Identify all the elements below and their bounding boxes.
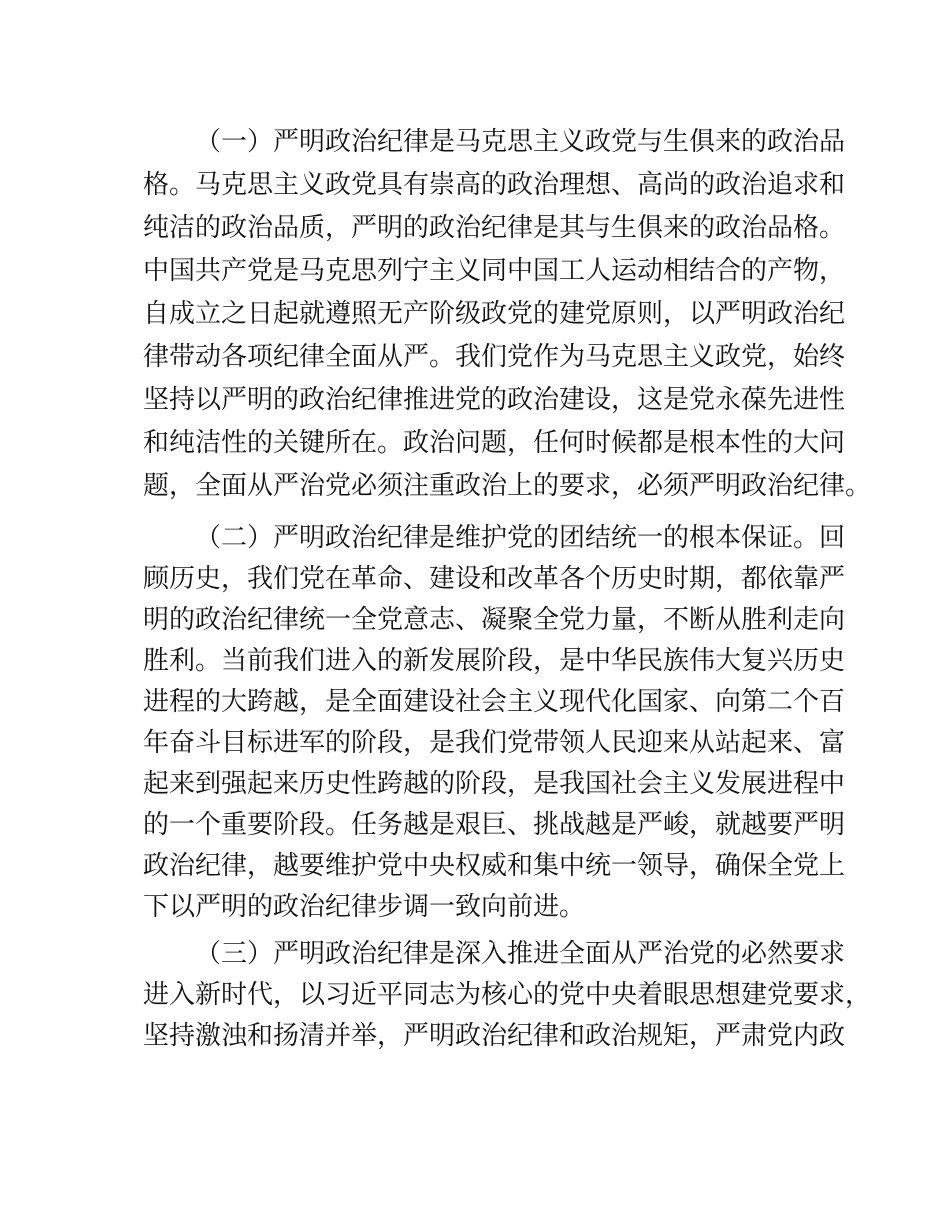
- text-line: （三）严明政治纪律是深入推进全面从严治党的必然要求: [195, 939, 846, 969]
- text-line: 题，全面从严治党必须注重政治上的要求，必须严明政治纪律。: [143, 471, 872, 501]
- text-line: 年奋斗目标进军的阶段，是我们党带领人民迎来从站起来、富: [143, 728, 846, 758]
- text-line: 起来到强起来历史性跨越的阶段，是我国社会主义发展进程中: [143, 769, 846, 799]
- text-line: 进程的大跨越，是全面建设社会主义现代化国家、向第二个百: [143, 687, 846, 717]
- text-line: 顾历史，我们党在革命、建设和改革各个历史时期，都依靠严: [143, 564, 846, 594]
- text-line: 下以严明的政治纪律步调一致向前进。: [143, 892, 586, 922]
- text-line: 坚持激浊和扬清并举，严明政治纪律和政治规矩，严肃党内政: [143, 1021, 846, 1051]
- text-line: 纯洁的政治品质，严明的政治纪律是其与生俱来的政治品格。: [143, 213, 846, 243]
- text-line: （二）严明政治纪律是维护党的团结统一的根本保证。回: [195, 523, 846, 553]
- text-line: 胜利。当前我们进入的新发展阶段，是中华民族伟大复兴历史: [143, 646, 846, 676]
- text-line: 坚持以严明的政治纪律推进党的政治建设，这是党永葆先进性: [143, 385, 846, 415]
- text-line: 格。马克思主义政党具有崇高的政治理想、高尚的政治追求和: [143, 170, 846, 200]
- text-line: （一）严明政治纪律是马克思主义政党与生俱来的政治品: [195, 127, 846, 157]
- text-line: 自成立之日起就遵照无产阶级政党的建党原则，以严明政治纪: [143, 299, 846, 329]
- text-line: 中国共产党是马克思列宁主义同中国工人运动相结合的产物，: [143, 256, 846, 286]
- text-line: 律带动各项纪律全面从严。我们党作为马克思主义政党，始终: [143, 342, 846, 372]
- text-line: 的一个重要阶段。任务越是艰巨、挑战越是严峻，就越要严明: [143, 810, 846, 840]
- text-line: 进入新时代，以习近平同志为核心的党中央着眼思想建党要求，: [143, 980, 872, 1010]
- text-line: 和纯洁性的关键所在。政治问题，任何时候都是根本性的大问: [143, 428, 846, 458]
- text-line: 政治纪律，越要维护党中央权威和集中统一领导，确保全党上: [143, 851, 846, 881]
- text-line: 明的政治纪律统一全党意志、凝聚全党力量，不断从胜利走向: [143, 605, 846, 635]
